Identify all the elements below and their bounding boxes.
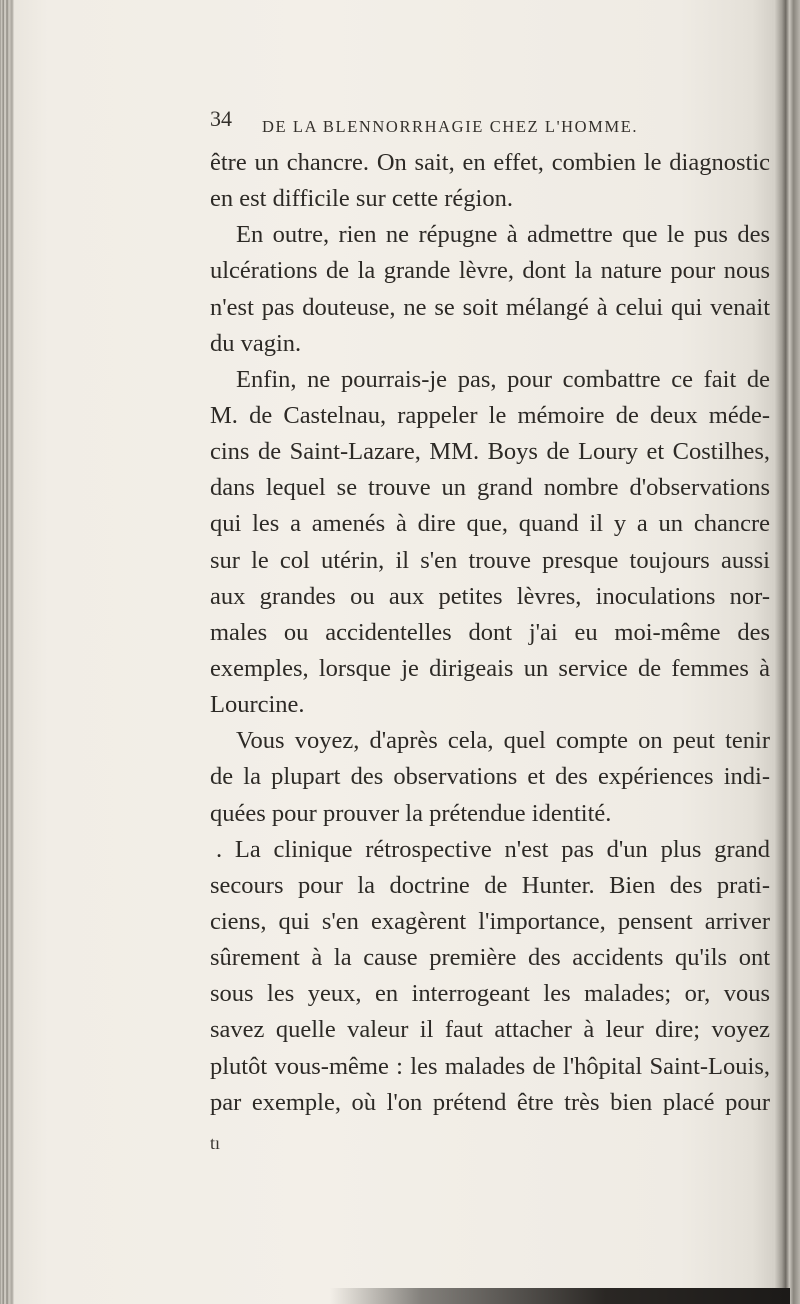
text-line: males ou accidentelles dont j'ai eu moi-même des <box>210 618 770 646</box>
text-line: sur le col utérin, il s'en trouve presque toujours aussi <box>210 546 770 574</box>
text-line: n'est pas douteuse, ne se soit mélangé à celui qui venait <box>210 293 770 321</box>
text-line: dans lequel se trouve un grand nombre d'observations <box>210 474 770 502</box>
text-line: Lourcine. <box>210 691 305 719</box>
text-line: cins de Saint-Lazare, MM. Boys de Loury et Costilhes, <box>210 438 770 466</box>
text-line: sûrement à la cause première des accidents qu'ils ont <box>210 944 770 972</box>
text-line: aux grandes ou aux petites lèvres, inoculations nor- <box>210 582 770 610</box>
text-line: de la plupart des observations et des expériences indi- <box>210 763 770 791</box>
stray-ink-mark: tı <box>210 1133 221 1153</box>
text-line: Vous voyez, d'après cela, quel compte on peut tenir <box>236 727 770 755</box>
page-number: 34 <box>210 106 232 131</box>
page-left-edge <box>0 0 14 1304</box>
text-line: en est difficile sur cette région. <box>210 185 513 213</box>
text-line: ciens, qui s'en exagèrent l'importance, pensent arriver <box>210 907 770 935</box>
page-bottom-shadow <box>330 1288 790 1304</box>
text-line: savez quelle valeur il faut attacher à leur dire; voyez <box>210 1016 770 1044</box>
text-line: par exemple, où l'on prétend être très bien placé pour <box>210 1088 770 1116</box>
running-title: DE LA BLENNORRHAGIE CHEZ L'HOMME. <box>262 117 639 136</box>
text-line: exemples, lorsque je dirigeais un service de femmes à <box>210 654 770 682</box>
text-line: plutôt vous-même : les malades de l'hôpital Saint-Louis, <box>210 1052 770 1080</box>
text-line: quées pour prouver la prétendue identité. <box>210 799 612 827</box>
text-line: En outre, rien ne répugne à admettre que le pus des <box>236 221 770 249</box>
body-text <box>210 145 770 1121</box>
page-right-edge <box>774 0 800 1304</box>
text-line: secours pour la doctrine de Hunter. Bien des prati- <box>210 871 770 899</box>
text-line: sous les yeux, en interrogeant les malades; or, vous <box>210 980 770 1008</box>
text-line: du vagin. <box>210 329 302 357</box>
text-line: ulcérations de la grande lèvre, dont la nature pour nous <box>210 257 770 285</box>
text-line: Enfin, ne pourrais-je pas, pour combattre ce fait de <box>236 365 770 393</box>
text-line: . La clinique rétrospective n'est pas d'un plus grand <box>216 835 770 863</box>
text-line: qui les a amenés à dire que, quand il y a un chancre <box>210 510 770 538</box>
text-line: M. de Castelnau, rappeler le mémoire de deux méde- <box>210 401 770 429</box>
text-line: être un chancre. On sait, en effet, combien le diagnostic <box>210 149 770 176</box>
